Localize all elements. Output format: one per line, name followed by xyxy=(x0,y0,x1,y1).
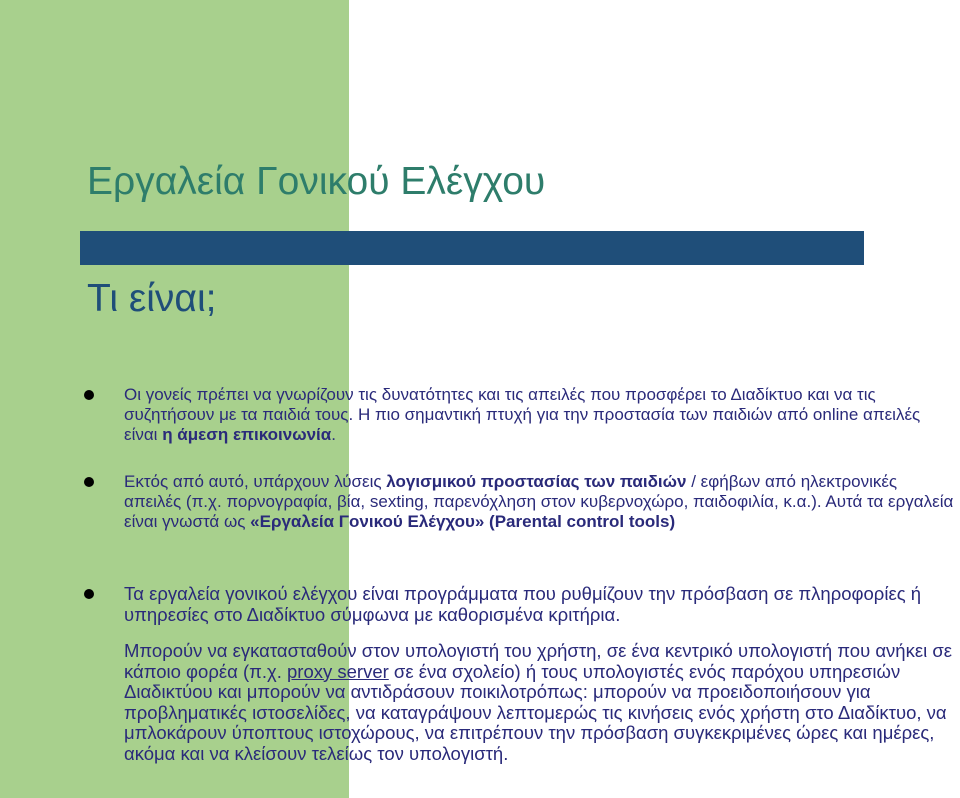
slide-subtitle: Τι είναι; xyxy=(87,277,217,320)
proxy-server-link[interactable]: proxy server xyxy=(287,660,389,682)
slide-title: Εργαλεία Γονικού Ελέγχου xyxy=(87,160,546,203)
bullet-text-communication: Οι γονείς πρέπει να γνωρίζουν τις δυνατότητες και τις απειλές που προσφέρει το Διαδίκτυο και να τις συζητήσουν με τα παιδιά τους. Η πιο σημαντική πτυχή για την προστασία των παιδιών από online απειλές είναι η άμεση επικοινωνία. xyxy=(124,385,921,444)
bullet-icon xyxy=(84,477,94,487)
bullet-text-definition: Τα εργαλεία γονικού ελέγχου είναι προγράμματα που ρυθμίζουν την πρόσβαση σε πληροφορίες ή υπηρεσίες στο Διαδίκτυο σύμφωνα με καθορισμένα κριτήρια. xyxy=(124,583,922,625)
title-divider-bar xyxy=(80,231,864,265)
bullet-text-software: Εκτός από αυτό, υπάρχουν λύσεις λογισμικού προστασίας των παιδιών / εφήβων από ηλεκτρονικές απειλές (π.χ. πορνογραφία, βία, sexting, παρενόχληση στον κυβερνοχώρο, παιδοφιλία, κ.α.). Αυτά τα εργαλεία είναι γνωστά ως «Εργαλεία Γονικού Ελέγχου» (Parental control tools) xyxy=(124,472,954,531)
bullet-icon xyxy=(84,589,94,599)
bullet-icon xyxy=(84,390,94,400)
installation-paragraph: Μπορούν να εγκατασταθούν στον υπολογιστή του χρήστη, σε ένα κεντρικό υπολογιστή που ανήκει σε κάποιο φορέα (π.χ. proxy server σε ένα σχολείο) ή τους υπολογιστές ενός παρόχου υπηρεσιών Διαδικτύου και μπορούν να αντιδράσουν ποικιλοτρόπως: μπορούν να προειδοποιήσουν για προβληματικές ιστοσελίδες, να καταγράψουν λεπτομερώς τις κινήσεις ενός χρήστη στο Διαδίκτυο, να μπλοκάρουν ύποπτους ιστοχώρους, να επιτρέπουν την πρόσβαση συγκεκριμένες ώρες και ημέρες, ακόμα και να κλείσουν τελείως τον υπολογιστή. xyxy=(124,640,952,764)
